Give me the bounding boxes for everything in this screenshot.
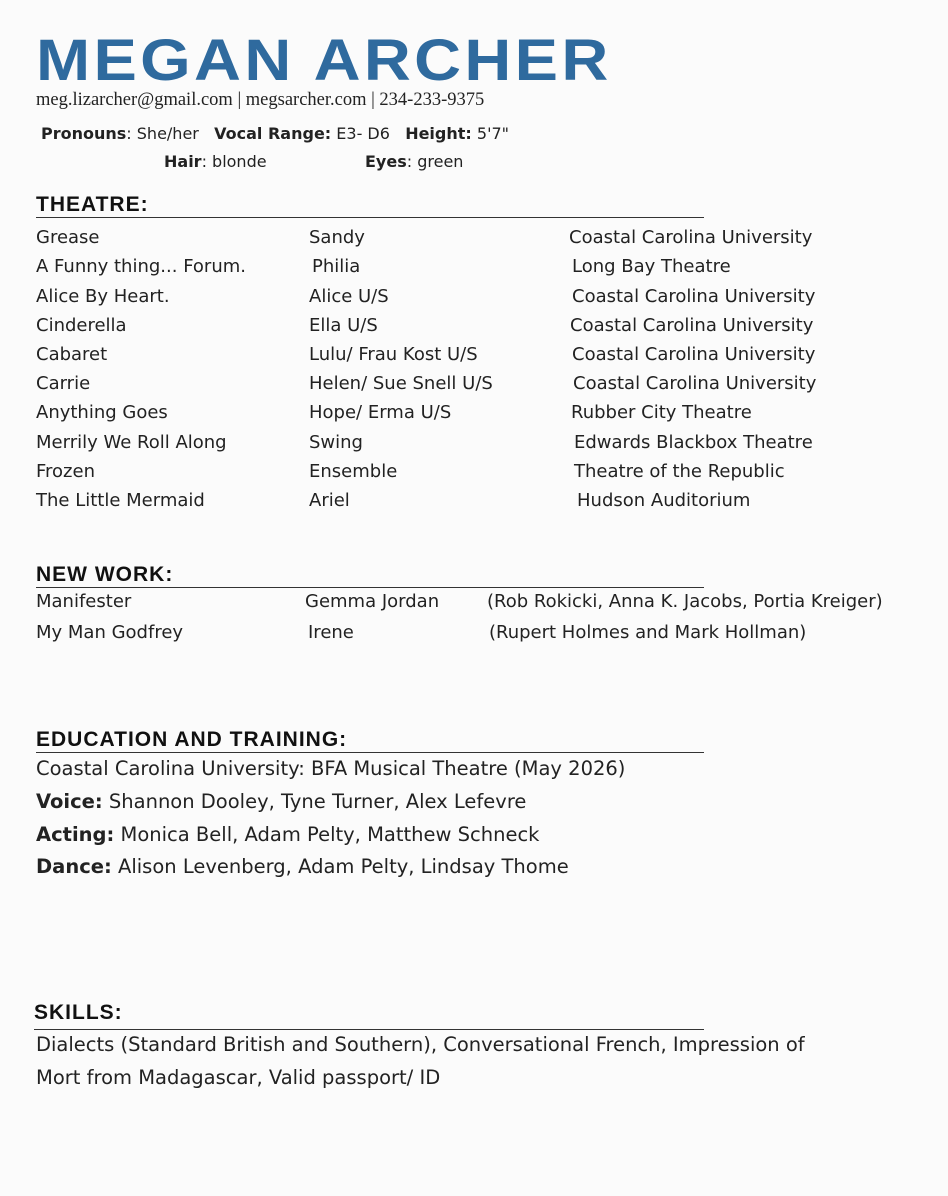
height-label: Height: [405, 124, 472, 143]
theatre-venue: Coastal Carolina University [570, 315, 814, 336]
voice-training [36, 790, 526, 813]
education-heading: EDUCATION AND TRAINING: [36, 728, 704, 753]
theatre-show: A Funny thing... Forum. [36, 256, 246, 277]
pronouns-value: : She/her [126, 124, 199, 143]
contact-line: meg.lizarcher@gmail.com | megsarcher.com | 234-233-9375 [36, 90, 485, 110]
hair-detail [164, 152, 267, 171]
education-degree: Coastal Carolina University: BFA Musical Theatre (May 2026) [36, 757, 626, 780]
new-work-show: My Man Godfrey [36, 622, 184, 643]
theatre-show: Cabaret [36, 344, 108, 365]
theatre-venue: Rubber City Theatre [571, 402, 752, 423]
new-work-role: Gemma Jordan [305, 591, 440, 612]
theatre-role: Hope/ Erma U/S [309, 402, 452, 423]
theatre-role: Ensemble [309, 461, 398, 482]
dance-training [36, 855, 569, 878]
theatre-show: Alice By Heart. [36, 286, 170, 307]
new-work-credit: (Rupert Holmes and Mark Hollman) [489, 622, 807, 643]
skills-line-1: Dialects (Standard British and Southern), Conversational French, Impression of [36, 1033, 805, 1056]
acting-training [36, 823, 539, 846]
theatre-show: Merrily We Roll Along [36, 432, 227, 453]
theatre-role: Swing [309, 432, 363, 453]
height-value: 5'7" [471, 124, 510, 143]
new-work-heading: NEW WORK: [36, 563, 704, 588]
dance-label: Dance: [36, 855, 112, 878]
eyes-label: Eyes [365, 152, 407, 171]
theatre-venue: Theatre of the Republic [574, 461, 785, 482]
theatre-role: Alice U/S [309, 286, 389, 307]
theatre-show: The Little Mermaid [36, 490, 205, 511]
theatre-show: Carrie [36, 373, 91, 394]
new-work-role: Irene [308, 622, 354, 643]
theatre-venue: Coastal Carolina University [573, 373, 817, 394]
skills-line-2: Mort from Madagascar, Valid passport/ ID [36, 1066, 441, 1089]
voice-label: Voice: [36, 790, 103, 813]
theatre-role: Lulu/ Frau Kost U/S [309, 344, 478, 365]
theatre-role: Sandy [309, 227, 365, 248]
acting-label: Acting: [36, 823, 115, 846]
theatre-show: Anything Goes [36, 402, 168, 423]
theatre-venue: Hudson Auditorium [577, 490, 751, 511]
theatre-venue: Coastal Carolina University [569, 227, 813, 248]
hair-label: Hair [164, 152, 202, 171]
theatre-show: Grease [36, 227, 100, 248]
vocal-range-label: Vocal Range: [214, 124, 332, 143]
theatre-role: Helen/ Sue Snell U/S [309, 373, 493, 394]
hair-value: : blonde [201, 152, 267, 171]
theatre-role: Ella U/S [309, 315, 378, 336]
skills-heading: SKILLS: [34, 1001, 704, 1030]
personal-details-row1 [41, 124, 509, 143]
theatre-show: Frozen [36, 461, 95, 482]
voice-teachers: Shannon Dooley, Tyne Turner, Alex Lefevre [102, 790, 527, 813]
eyes-detail [365, 152, 463, 171]
new-work-show: Manifester [36, 591, 132, 612]
eyes-value: : green [406, 152, 464, 171]
theatre-venue: Long Bay Theatre [572, 256, 731, 277]
theatre-role: Philia [312, 256, 361, 277]
theatre-venue: Coastal Carolina University [572, 344, 816, 365]
theatre-role: Ariel [309, 490, 350, 511]
theatre-venue: Coastal Carolina University [572, 286, 816, 307]
resume-name: MEGAN ARCHER [36, 28, 612, 93]
dance-teachers: Alison Levenberg, Adam Pelty, Lindsay Thome [111, 855, 569, 878]
new-work-credit: (Rob Rokicki, Anna K. Jacobs, Portia Kreiger) [487, 591, 883, 612]
theatre-venue: Edwards Blackbox Theatre [574, 432, 813, 453]
vocal-range-value: E3- D6 [331, 124, 390, 143]
theatre-show: Cinderella [36, 315, 127, 336]
pronouns-label: Pronouns [41, 124, 127, 143]
theatre-heading: THEATRE: [36, 193, 704, 218]
acting-teachers: Monica Bell, Adam Pelty, Matthew Schneck [114, 823, 540, 846]
